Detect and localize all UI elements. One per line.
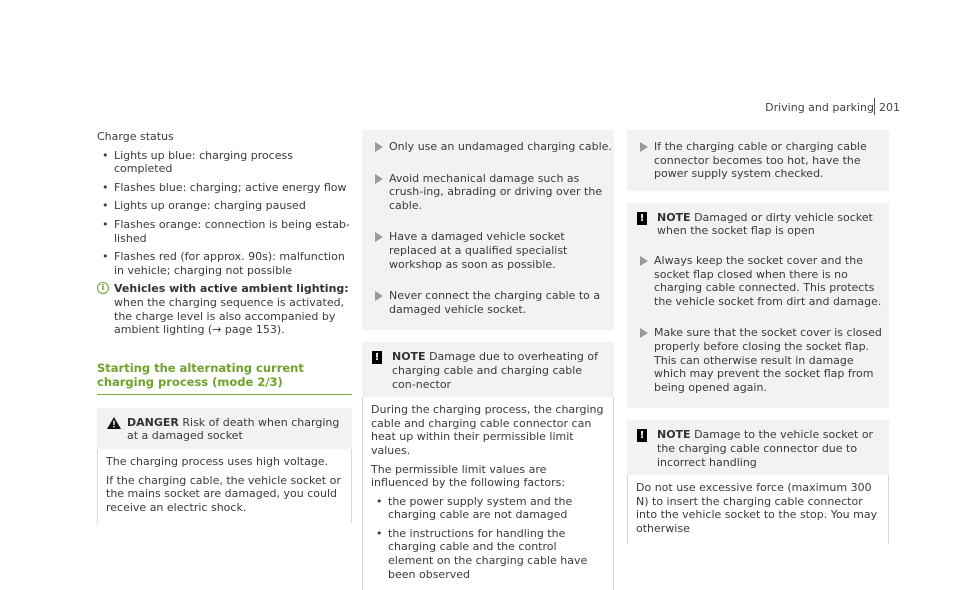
note-header: [627, 203, 889, 244]
note-header: [362, 342, 614, 397]
note-body: [362, 397, 614, 590]
arrow-right-icon: [640, 328, 648, 338]
note-body: [627, 475, 889, 544]
note-title: Damage to the vehicle socket or the charging cable connector due to incorrect handling: [657, 428, 874, 469]
charge-status-title: Charge status: [97, 130, 174, 143]
danger-paragraph: The charging process uses high voltage.: [106, 454, 329, 468]
note-measures: [627, 244, 889, 408]
note-header: [627, 420, 889, 475]
note-exclamation-icon: !: [637, 429, 647, 442]
info-note-bold: Vehicles with active ambient lighting:: [114, 282, 349, 296]
note-label: NOTE: [657, 428, 691, 442]
arrow-right-icon: [375, 291, 383, 301]
info-icon: i: [97, 282, 109, 294]
charge-status-list: [97, 149, 352, 278]
danger-title: Risk of death when charging at a damaged socket: [127, 415, 340, 443]
info-note-text: when the charging sequence is activated, the charge level is also accompanied by ambient lighting (→ page 153).: [114, 295, 345, 337]
warning-triangle-icon: [107, 417, 121, 429]
danger-label: DANGER: [127, 415, 179, 429]
column-3: [627, 130, 889, 544]
note-paragraph: Do not use excessive force (maximum 300 N) to insert the charging cable connector into the vehicle socket to the stop. You may otherwise: [636, 481, 878, 535]
list-item: • Flashes blue: charging; active energy flow: [102, 180, 347, 194]
info-note: [97, 282, 352, 336]
list-item: • Lights up orange: charging paused: [102, 199, 306, 213]
note-exclamation-icon: !: [372, 351, 382, 364]
measure-item: Make sure that the socket cover is closed properly before closing the socket flap. This can otherwise result in damage which may prevent the socket flap from being opened again.: [627, 318, 889, 394]
arrow-right-icon: [640, 256, 648, 266]
note-box: [627, 420, 889, 544]
list-item: • Flashes orange: connection is being estab-lished: [102, 217, 350, 245]
note-label: NOTE: [657, 210, 691, 224]
measure-item: Never connect the charging cable to a damaged vehicle socket.: [362, 281, 614, 316]
column-1: [97, 130, 352, 523]
arrow-right-icon: [375, 142, 383, 152]
list-item: • the power supply system and the charging cable are not damaged: [376, 494, 573, 522]
page-header: [0, 101, 960, 115]
overheat-measure: [627, 130, 889, 191]
list-item: • Lights up blue: charging process completed: [102, 148, 293, 176]
note-exclamation-icon: !: [637, 212, 647, 225]
note-box: [627, 203, 889, 409]
section-heading: Starting the alternating current charging process (mode 2/3): [97, 361, 352, 395]
measure-item: Have a damaged vehicle socket replaced at a qualified specialist workshop as soon as possible.: [362, 222, 614, 271]
arrow-right-icon: [640, 142, 648, 152]
note-title: Damaged or dirty vehicle socket when the socket flap is open: [657, 210, 873, 238]
note-paragraph: During the charging process, the charging cable and charging cable connector can heat up within their permissible limit values.: [371, 403, 604, 457]
page-number: 201: [879, 101, 900, 114]
danger-box: [97, 408, 352, 524]
measure-item: Avoid mechanical damage such as crush-ing, abrading or driving over the cable.: [362, 164, 614, 213]
factor-list: [371, 495, 605, 582]
arrow-right-icon: [375, 232, 383, 242]
measure-item: Always keep the socket cover and the socket flap closed when there is no charging cable connected. This protects the vehicle socket from dirt and damage.: [627, 246, 889, 308]
note-title: Damage due to overheating of charging cable and charging cable con-nector: [392, 350, 598, 391]
column-2: [362, 130, 614, 590]
note-label: NOTE: [392, 350, 426, 364]
danger-paragraph: If the charging cable, the vehicle socket or the mains socket are damaged, you could receive an electric shock.: [106, 473, 341, 514]
danger-body: [97, 449, 352, 523]
note-box: [362, 342, 614, 590]
section-title: Driving and parking: [765, 101, 874, 114]
danger-header: [97, 408, 352, 449]
list-item: • Flashes red (for approx. 90s): malfunction in vehicle; charging not possible: [102, 250, 345, 277]
measure-item: If the charging cable or charging cable connector becomes too hot, have the power supply system checked.: [627, 132, 889, 181]
danger-measures: [362, 130, 614, 330]
arrow-right-icon: [375, 174, 383, 184]
list-item: • the instructions for handling the charging cable and the control element on the charging cable have been observed: [376, 526, 588, 581]
note-paragraph: The permissible limit values are influenced by the following factors:: [371, 462, 566, 490]
header-divider: [874, 98, 875, 115]
measure-item: Only use an undamaged charging cable.: [362, 132, 614, 154]
